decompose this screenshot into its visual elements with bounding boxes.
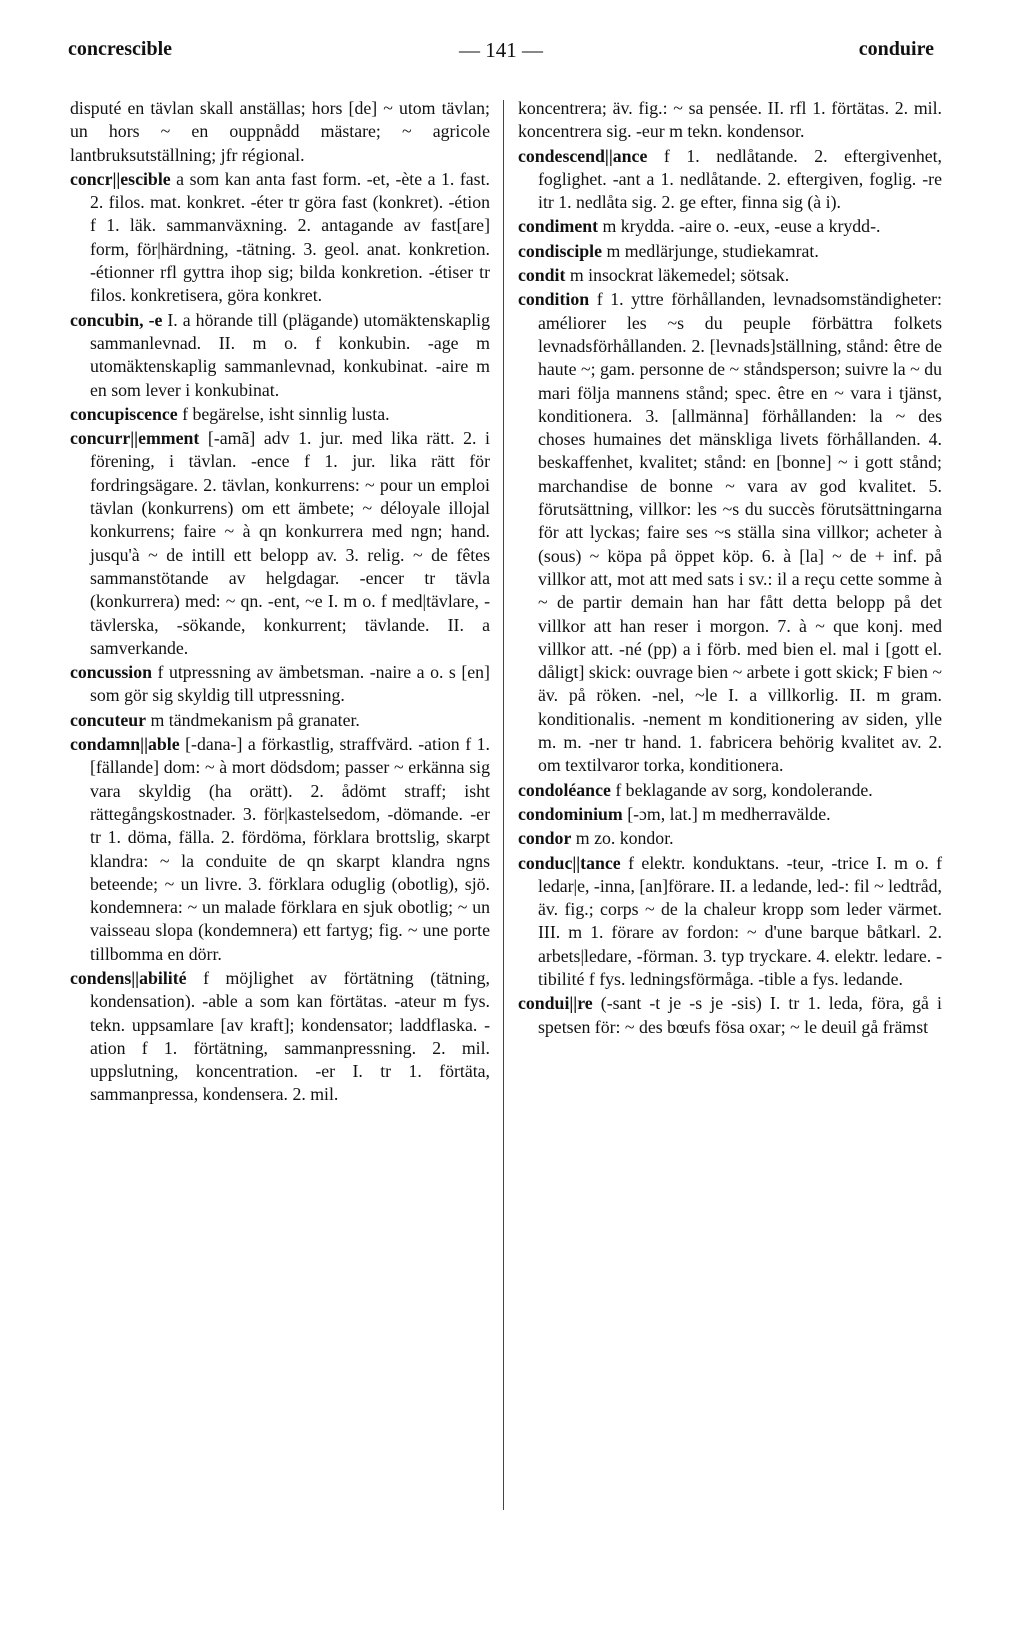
entry-definition: f beklagande av sorg, kondolerande. xyxy=(615,779,873,800)
entry-definition: m medlärjunge, studiekamrat. xyxy=(606,240,819,261)
entry-headword: concussion xyxy=(70,662,153,683)
page-number: — 141 — xyxy=(459,38,543,62)
entry-headword: condui||re xyxy=(518,993,593,1014)
dictionary-entry xyxy=(518,779,942,802)
entry-headword: condition xyxy=(518,289,590,310)
dictionary-entry xyxy=(70,309,490,402)
dictionary-entry xyxy=(518,827,942,850)
entry-definition: [-amã] adv 1. jur. med lika rätt. 2. i förening, i tävlan. -ence f 1. jur. lika rätt för fordringsägare. 2. tävlan, konkurrens: ~ pour un emploi tävlan (konkurrens) om ett ämbete; ~ déloyale illojal konkurrens; faire ~ à qn konkurrera med ngn; hand. jusqu'à ~ de intill ett belopp av. 3. relig. ~ de fêtes sammanstötande av helgdagar. -encer tr tävla (konkurrera) med: ~ qn. -ent, ~e I. m o. f med|tävlare, -tävlerska, -sökande, konkurrent; tävlande. II. a samverkande. xyxy=(90,428,491,658)
entry-headword: condens||abilité xyxy=(70,967,187,988)
entry-definition: f utpressning av ämbetsman. -naire a o. s [en] som gör sig skyldig till utpressning. xyxy=(90,662,490,706)
entry-definition: m tändmekanism på granater. xyxy=(150,709,360,730)
dictionary-entry xyxy=(70,967,490,1107)
dictionary-entry xyxy=(518,288,942,777)
entry-headword: concupiscence xyxy=(70,403,178,424)
entry-definition: I. a hörande till (plägande) utomäktenskaplig sammanlevnad. II. m o. f konkubin. -age m utomäktenskaplig sammanlevnad, konkubinat. -aire m en som lever i konkubinat. xyxy=(90,309,490,400)
entry-definition: f begärelse, isht sinnlig lusta. xyxy=(182,403,390,424)
entry-headword: condoléance xyxy=(518,779,611,800)
entry-headword: condor xyxy=(518,828,572,849)
dictionary-entry xyxy=(518,240,942,263)
dictionary-entry xyxy=(518,992,942,1039)
entry-headword: condit xyxy=(518,265,566,286)
left-guide-word: concrescible xyxy=(68,38,173,60)
dictionary-entry xyxy=(70,97,490,167)
dictionary-entry xyxy=(70,661,490,708)
entry-definition: f 1. nedlåtande. 2. eftergivenhet, foglighet. -ant a 1. nedlåtande. 2. eftergiven, foglig. -re itr 1. nedlåta sig. 2. ge efter, finna sig (à i). xyxy=(538,145,943,213)
page-header xyxy=(68,38,934,68)
entry-headword: conduc||tance xyxy=(518,852,621,873)
dictionary-entry xyxy=(518,215,942,238)
entry-headword: condescend||ance xyxy=(518,145,648,166)
right-column xyxy=(518,97,942,1040)
column-divider xyxy=(503,100,504,1510)
entry-headword: concurr||emment xyxy=(70,428,200,449)
entry-definition: m insockrat läkemedel; sötsak. xyxy=(569,265,790,286)
dictionary-entry xyxy=(70,168,490,308)
entry-headword: condiment xyxy=(518,216,599,237)
entry-headword: condamn||able xyxy=(70,734,180,755)
dictionary-entry xyxy=(518,145,942,215)
entry-headword: concubin, -e xyxy=(70,309,163,330)
entry-definition: a som kan anta fast form. -et, -ète a 1. fast. 2. filos. mat. konkret. -éter tr göra fast (konkret). -étion f 1. läk. sammanväxning. 2. antagande av fast[are] form, för|härdning, -tätning. 3. geol. anat. konkretion. -étionner rfl gyttra ihop sig; bilda konkretion. -étiser tr filos. konkretisera, göra konkret. xyxy=(90,168,490,306)
dictionary-entry xyxy=(70,403,490,426)
dictionary-entry xyxy=(70,427,490,660)
dictionary-entry xyxy=(518,97,942,144)
right-guide-word: conduire xyxy=(858,38,934,60)
entry-definition: m zo. kondor. xyxy=(575,828,674,849)
dictionary-entry xyxy=(70,709,490,732)
entry-definition: m krydda. -aire o. -eux, -euse a krydd-. xyxy=(602,216,881,237)
dictionary-entry xyxy=(518,803,942,826)
entry-definition: (-sant -t je -s je -sis) I. tr 1. leda, föra, gå i spetsen för: ~ des bœufs fösa oxar; ~ le deuil gå främst xyxy=(538,993,942,1037)
entry-definition: disputé en tävlan skall anställas; hors [de] ~ utom tävlan; un hors ~ en ouppnådd mästare; ~ agricole lantbruksutställning; jfr régional. xyxy=(70,98,490,165)
entry-definition: f 1. yttre förhållanden, levnadsomständigheter: améliorer les ~s du peuple förbättra folkets levnadsförhållanden. 2. [levnads]ställning, stånd: être de haute ~; gam. personne de ~ ståndsperson; suivre la ~ du mari följa mannens stånd; spec. être en ~ vara i tjänst, konditionera. 3. [allmänna] förhållanden: la ~ des choses humaines det mänskliga livets förhållanden. 4. beskaffenhet, kvalitet; stånd: en [bonne] ~ i gott stånd; marchandise de bonne ~ vara av god kvalitet. 5. förutsättning, villkor: les ~s du succès förutsättningarna för att lyckas; faire ses ~s ställa sina villkor; acheter à (sous) ~ köpa på öppet köp. 6. à [la] ~ de + inf. på villkor att, mot att med sats i sv.: il a reçu cette somme à ~ de partir demain han har fått detta belopp på det villkor att han reser i morgon. 7. à ~ que konj. med villkor att. -né (pp) a i förb. med bien el. mal i [gott el. dåligt] skick: ouvrage bien ~ arbete i gott skick; F bien ~ äv. på röken. -nel, ~le I. a villkorlig. II. m gram. konditionalis. -nement m konditionering av siden, ylle m. m. -ner tr hand. 1. fabricera behörig kvalitet av. 2. om textilvaror torka, konditionera. xyxy=(538,289,942,776)
dictionary-entry xyxy=(518,264,942,287)
entry-definition: [-dana-] a förkastlig, straffvärd. -ation f 1. [fällande] dom: ~ à mort dödsdom; passer ~ erkänna sig vara skyldig (ha orätt). 2. ådömt straff; isht rättegångskostnader. 3. för|kastelsedom, -dömande. -er tr 1. döma, fälla. 2. fördöma, förklara brottslig, skarpt klandra: ~ la conduite de qn skarpt klandra ngns beteende; ~ un livre. 3. förklara oduglig (obotlig), sjö. kondemnera: ~ un malade förklara en sjuk obotlig; ~ un vaisseau slopa (kondemnera) ett fartyg; fig. ~ une porte tillbomma en dörr. xyxy=(90,734,490,964)
entry-definition: f möjlighet av förtätning (tätning, kondensation). -able a som kan förtätas. -ateur m fys. tekn. uppsamlare [av kraft]; kondensator; laddflaska. -ation f 1. förtätning, sammanpressning. 2. mil. uppslutning, koncentration. -er I. tr 1. förtäta, sammanpressa, kondensera. 2. mil. xyxy=(90,967,491,1105)
dictionary-entry xyxy=(518,852,942,992)
entry-definition: koncentrera; äv. fig.: ~ sa pensée. II. rfl 1. förtätas. 2. mil. koncentrera sig. -eur m tekn. kondensor. xyxy=(518,98,942,142)
dictionary-entry xyxy=(70,733,490,966)
entry-definition: [-ɔm, lat.] m medherravälde. xyxy=(627,803,831,824)
entry-headword: condominium xyxy=(518,803,623,824)
entry-headword: concuteur xyxy=(70,709,147,730)
entry-headword: condisciple xyxy=(518,240,602,261)
left-column xyxy=(70,97,490,1108)
entry-headword: concr||escible xyxy=(70,168,171,189)
entry-definition: f elektr. konduktans. -teur, -trice I. m o. f ledar|e, -inna, [an]förare. II. a ledande, led-: fil ~ ledtråd, äv. fig.; corps ~ de la chaleur kropp som leder värmet. III. m 1. förare av fordon: ~ d'une barque båtkarl. 2. arbets|ledare, -förman. 3. typ tryckare. 4. elektr. ledare. -tibilité f fys. ledningsförmåga. -tible a fys. ledande. xyxy=(538,852,942,989)
